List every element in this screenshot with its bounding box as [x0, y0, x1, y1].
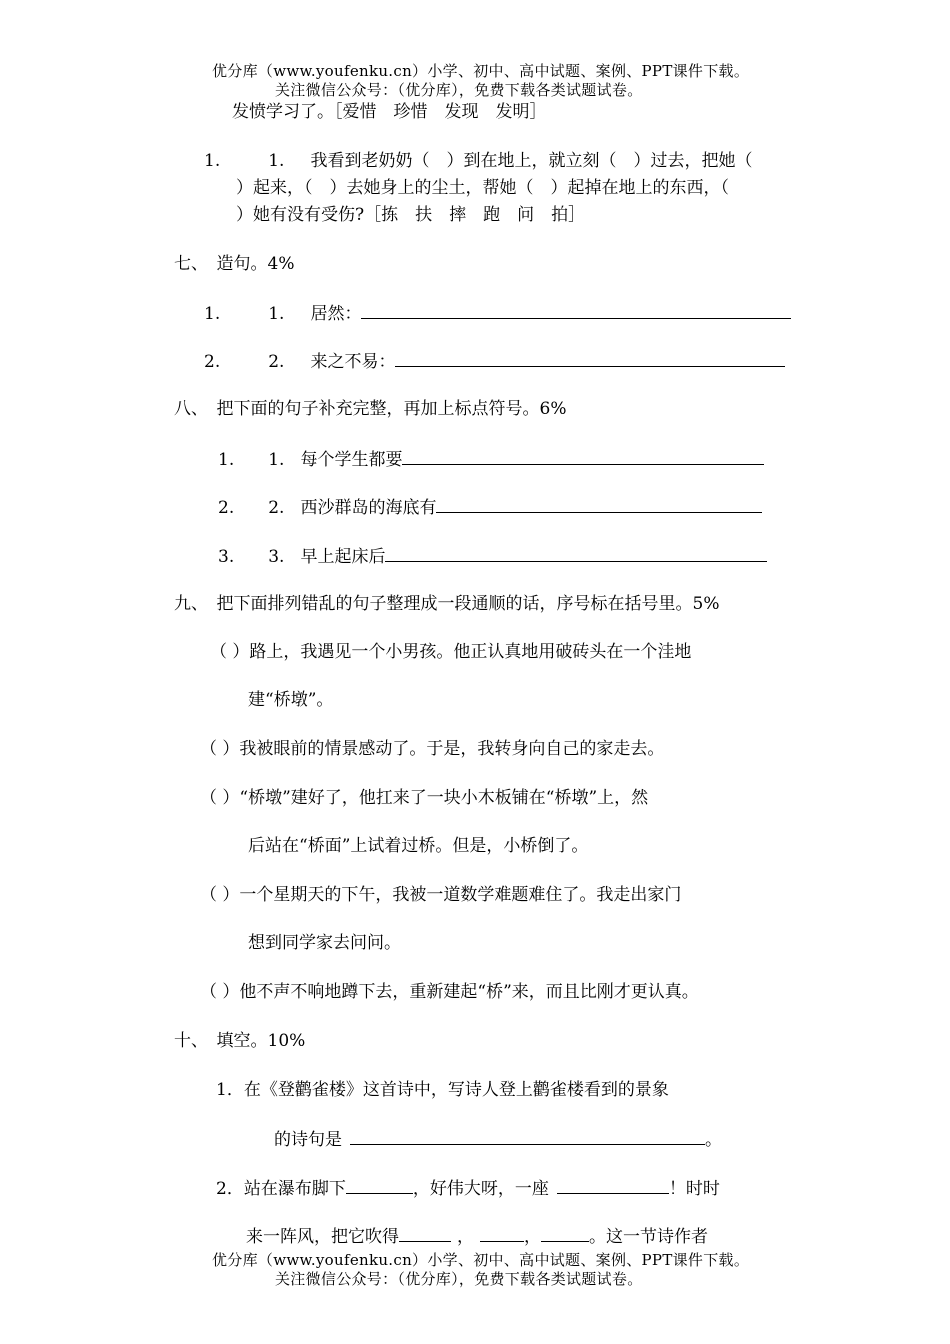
- answer-blank[interactable]: [395, 349, 785, 367]
- section10-q1-line1: 1．在《登鹳雀楼》这首诗中，写诗人登上鹳雀楼看到的景象: [216, 1080, 669, 1100]
- section9-title: 九、 把下面排列错乱的句子整理成一段通顺的话，序号标在括号里。5%: [174, 594, 720, 614]
- section10-q2-line2: [246, 1224, 708, 1248]
- section9-sentence5: （ ）他不声不响地蹲下去，重新建起“桥”来，而且比刚才更认真。: [200, 982, 699, 1002]
- section7-item-1: [204, 301, 791, 325]
- section6-q1-line1: [204, 150, 752, 172]
- item-outer-num: 3.: [218, 547, 235, 567]
- answer-blank[interactable]: [557, 1176, 669, 1194]
- section6-q1-outer-num: 1.: [204, 151, 221, 171]
- q2-text-3: ！时时: [668, 1179, 720, 1199]
- item-label: 早上起床后: [300, 547, 386, 567]
- page-header-line1: 优分库（www.youfenku.cn）小学、初中、高中试题、案例、PPT课件下载。: [212, 62, 750, 80]
- q1-suffix: 。: [705, 1130, 722, 1150]
- item-label: 西沙群岛的海底有: [300, 498, 437, 518]
- item-inner-num: 2.: [268, 498, 285, 518]
- item-inner-num: 2.: [268, 352, 285, 372]
- item-label: 每个学生都要: [300, 450, 403, 470]
- section7-title: 七、 造句。4%: [174, 254, 295, 274]
- section6-q1-text1: 我看到老奶奶（ ）到在地上，就立刻（ ）过去，把她（: [310, 151, 753, 171]
- answer-blank[interactable]: [361, 301, 791, 319]
- item-inner-num: 3.: [268, 547, 285, 567]
- section8-item-2: [218, 495, 762, 519]
- section6-q1-line3: ）她有没有受伤?［拣 扶 摔 跑 问 拍］: [236, 205, 586, 225]
- section9-sentence3-line2: 后站在“桥面”上试着过桥。但是，小桥倒了。: [248, 836, 589, 856]
- answer-blank[interactable]: [350, 1127, 705, 1145]
- section9-sentence4-line1: （ ）一个星期天的下午，我被一道数学难题难住了。我走出家门: [200, 885, 682, 905]
- q2-text-1: 2．站在瀑布脚下: [216, 1179, 346, 1199]
- section9-sentence4-line2: 想到同学家去问问。: [248, 933, 401, 953]
- item-outer-num: 1.: [204, 304, 221, 324]
- answer-blank[interactable]: [402, 447, 764, 465]
- q2-text-2: ，好伟大呀，一座: [412, 1179, 549, 1199]
- item-label: 来之不易：: [310, 352, 396, 372]
- section6-q1-line2: ）起来，（ ）去她身上的尘土，帮她（ ）起掉在地上的东西，（: [236, 178, 729, 198]
- page-footer-line2: 关注微信公众号：（优分库），免费下载各类试题试卷。: [275, 1270, 643, 1288]
- section9-sentence1-line2: 建“桥墩”。: [248, 690, 334, 710]
- q2-text-5: ，: [457, 1227, 474, 1247]
- section7-item-2: [204, 349, 785, 373]
- section9-sentence3-line1: （ ）“桥墩”建好了，他扛来了一块小木板铺在“桥墩”上，然: [200, 788, 649, 808]
- section9-sentence1-line1: （ ）路上，我遇见一个小男孩。他正认真地用破砖头在一个洼地: [210, 642, 692, 662]
- q2-text-7: 。这一节诗作者: [589, 1227, 708, 1247]
- item-outer-num: 2.: [204, 352, 221, 372]
- section8-item-3: [218, 544, 767, 568]
- section8-title: 八、 把下面的句子补充完整，再加上标点符号。6%: [174, 399, 567, 419]
- section9-sentence2: （ ）我被眼前的情景感动了。于是，我转身向自己的家走去。: [200, 739, 665, 759]
- section6-q1-inner-num: 1.: [268, 151, 285, 171]
- item-outer-num: 2.: [218, 498, 235, 518]
- section10-q1-line2: [274, 1127, 722, 1151]
- section10-q2-line1: [216, 1176, 720, 1200]
- item-outer-num: 1.: [218, 450, 235, 470]
- item-inner-num: 1.: [268, 450, 285, 470]
- item-label: 居然：: [310, 304, 362, 324]
- answer-blank[interactable]: [480, 1224, 524, 1242]
- page-footer-line1: 优分库（www.youfenku.cn）小学、初中、高中试题、案例、PPT课件下载。: [212, 1251, 750, 1269]
- q1-prefix: 的诗句是: [274, 1130, 342, 1150]
- section10-title: 十、 填空。10%: [174, 1031, 306, 1051]
- page-header-line2: 关注微信公众号：（优分库），免费下载各类试题试卷。: [275, 81, 643, 99]
- answer-blank[interactable]: [541, 1224, 589, 1242]
- answer-blank[interactable]: [385, 544, 767, 562]
- answer-blank[interactable]: [436, 495, 762, 513]
- section6-tail-line: 发愤学习了。［爱惜 珍惜 发现 发明］: [232, 102, 547, 122]
- q2-text-6: ，: [524, 1227, 541, 1247]
- section8-item-1: [218, 447, 764, 471]
- answer-blank[interactable]: [346, 1176, 413, 1194]
- answer-blank[interactable]: [399, 1224, 451, 1242]
- q2-text-4: 来一阵风，把它吹得: [246, 1227, 399, 1247]
- item-inner-num: 1.: [268, 304, 285, 324]
